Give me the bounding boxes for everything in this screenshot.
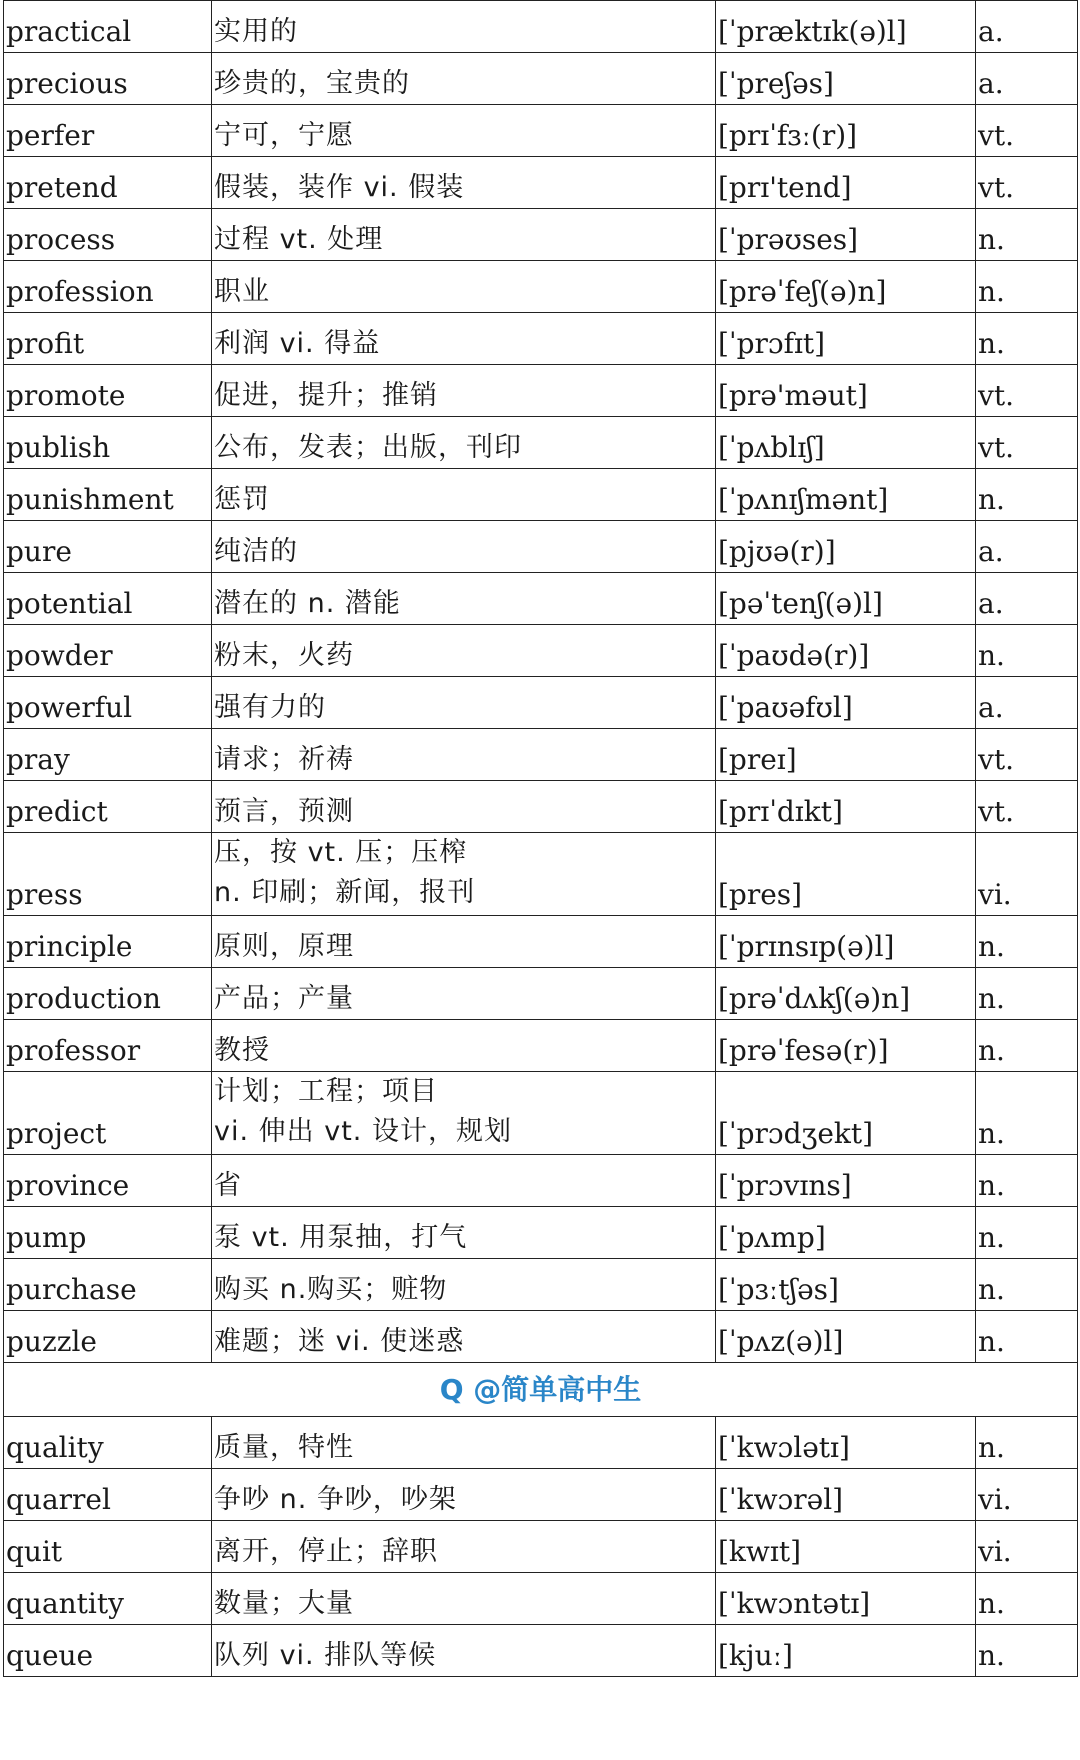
meaning-cell	[212, 1417, 716, 1469]
part-of-speech-cell: vt.	[976, 365, 1078, 417]
meaning-cell	[212, 1625, 716, 1677]
part-of-speech-cell: a.	[976, 521, 1078, 573]
meaning-cell	[212, 916, 716, 968]
vocab-row	[4, 469, 1078, 521]
meaning-line: 粉末，火药	[214, 640, 354, 671]
part-of-speech-cell: n.	[976, 916, 1078, 968]
meaning-cell	[212, 261, 716, 313]
word-cell: project	[4, 1072, 212, 1155]
phonetic-cell: [ˈprəʊses]	[716, 209, 976, 261]
word-cell: promote	[4, 365, 212, 417]
part-of-speech-cell: vi.	[976, 833, 1078, 916]
phonetic-cell: [prə'məut]	[716, 365, 976, 417]
word-cell: principle	[4, 916, 212, 968]
phonetic-cell: [kjuː]	[716, 1625, 976, 1677]
phonetic-cell: [pəˈtenʃ(ə)l]	[716, 573, 976, 625]
vocab-row	[4, 916, 1078, 968]
word-cell: perfer	[4, 105, 212, 157]
word-cell: pray	[4, 729, 212, 781]
meaning-line: vi. 伸出 vt. 设计，规划	[214, 1116, 512, 1147]
meaning-cell	[212, 209, 716, 261]
word-cell: quality	[4, 1417, 212, 1469]
meaning-line: 离开，停止；辞职	[214, 1536, 438, 1567]
part-of-speech-cell: vt.	[976, 105, 1078, 157]
word-cell: powerful	[4, 677, 212, 729]
word-cell: predict	[4, 781, 212, 833]
phonetic-cell: [prəˈdʌkʃ(ə)n]	[716, 968, 976, 1020]
part-of-speech-cell: n.	[976, 469, 1078, 521]
part-of-speech-cell: n.	[976, 1072, 1078, 1155]
phonetic-cell: [prəˈfesə(r)]	[716, 1020, 976, 1072]
vocab-row	[4, 1573, 1078, 1625]
word-cell: quit	[4, 1521, 212, 1573]
vocab-row	[4, 677, 1078, 729]
part-of-speech-cell: a.	[976, 1, 1078, 53]
meaning-line: 泵 vt. 用泵抽，打气	[214, 1222, 468, 1253]
word-cell: press	[4, 833, 212, 916]
meaning-line: 促进，提升；推销	[214, 380, 438, 411]
word-cell: publish	[4, 417, 212, 469]
meaning-line: 预言，预测	[214, 796, 354, 827]
vocab-row	[4, 1207, 1078, 1259]
phonetic-cell: [ˈprɔvɪns]	[716, 1155, 976, 1207]
meaning-cell	[212, 365, 716, 417]
watermark-cell	[4, 1363, 1078, 1417]
meaning-line: 宁可，宁愿	[214, 120, 354, 151]
vocab-row	[4, 1469, 1078, 1521]
word-cell: professor	[4, 1020, 212, 1072]
vocab-row	[4, 105, 1078, 157]
phonetic-cell: [ˈprɔfɪt]	[716, 313, 976, 365]
vocab-row	[4, 53, 1078, 105]
meaning-line: 利润 vi. 得益	[214, 328, 381, 359]
part-of-speech-cell: n.	[976, 313, 1078, 365]
phonetic-cell: [ˈpʌmp]	[716, 1207, 976, 1259]
meaning-line: 纯洁的	[214, 536, 298, 567]
meaning-cell	[212, 833, 716, 916]
word-cell: province	[4, 1155, 212, 1207]
word-cell: puzzle	[4, 1311, 212, 1363]
word-cell: profit	[4, 313, 212, 365]
meaning-cell	[212, 105, 716, 157]
part-of-speech-cell: n.	[976, 625, 1078, 677]
phonetic-cell: [ˈpɜːtʃəs]	[716, 1259, 976, 1311]
word-cell: quantity	[4, 1573, 212, 1625]
meaning-cell	[212, 1311, 716, 1363]
meaning-line: 数量；大量	[214, 1588, 354, 1619]
meaning-line: 公布，发表；出版，刊印	[214, 432, 522, 463]
word-cell: queue	[4, 1625, 212, 1677]
meaning-cell	[212, 968, 716, 1020]
vocab-row	[4, 1625, 1078, 1677]
meaning-cell	[212, 417, 716, 469]
meaning-cell	[212, 625, 716, 677]
phonetic-cell: [pres]	[716, 833, 976, 916]
meaning-line: 难题；迷 vi. 使迷惑	[214, 1326, 465, 1357]
vocab-row	[4, 1417, 1078, 1469]
meaning-line: 质量，特性	[214, 1432, 354, 1463]
vocab-row	[4, 1521, 1078, 1573]
vocab-row	[4, 521, 1078, 573]
word-cell: profession	[4, 261, 212, 313]
word-cell: process	[4, 209, 212, 261]
vocab-row	[4, 1259, 1078, 1311]
meaning-line: 原则，原理	[214, 931, 354, 962]
watermark-row	[4, 1363, 1078, 1417]
meaning-cell	[212, 521, 716, 573]
vocabulary-rows-p	[4, 1, 1078, 1363]
word-cell: production	[4, 968, 212, 1020]
meaning-cell	[212, 1155, 716, 1207]
vocab-row	[4, 625, 1078, 677]
part-of-speech-cell: n.	[976, 1573, 1078, 1625]
meaning-cell	[212, 1020, 716, 1072]
meaning-line: 压，按 vt. 压；压榨	[214, 837, 468, 868]
part-of-speech-cell: n.	[976, 1207, 1078, 1259]
meaning-line: 争吵 n. 争吵，吵架	[214, 1484, 457, 1515]
vocab-row	[4, 261, 1078, 313]
phonetic-cell: [ˈprɪnsɪp(ə)l]	[716, 916, 976, 968]
vocabulary-table	[3, 0, 1078, 1677]
part-of-speech-cell: vi.	[976, 1469, 1078, 1521]
word-cell: pump	[4, 1207, 212, 1259]
meaning-cell	[212, 677, 716, 729]
part-of-speech-cell: vt.	[976, 417, 1078, 469]
meaning-cell	[212, 1072, 716, 1155]
part-of-speech-cell: a.	[976, 573, 1078, 625]
phonetic-cell: [ˈpaʊdə(r)]	[716, 625, 976, 677]
part-of-speech-cell: a.	[976, 677, 1078, 729]
meaning-cell	[212, 729, 716, 781]
word-cell: pure	[4, 521, 212, 573]
part-of-speech-cell: n.	[976, 209, 1078, 261]
meaning-cell	[212, 781, 716, 833]
vocab-row	[4, 157, 1078, 209]
part-of-speech-cell: n.	[976, 1311, 1078, 1363]
meaning-line: 过程 vt. 处理	[214, 224, 384, 255]
meaning-cell	[212, 313, 716, 365]
meaning-line: 队列 vi. 排队等候	[214, 1640, 437, 1671]
phonetic-cell: [ˈprɔdʒekt]	[716, 1072, 976, 1155]
part-of-speech-cell: n.	[976, 261, 1078, 313]
part-of-speech-cell: a.	[976, 53, 1078, 105]
phonetic-cell: [kwɪt]	[716, 1521, 976, 1573]
phonetic-cell: [ˈkwɔrəl]	[716, 1469, 976, 1521]
meaning-line: 产品；产量	[214, 983, 354, 1014]
vocab-row	[4, 1155, 1078, 1207]
meaning-cell	[212, 157, 716, 209]
part-of-speech-cell: vt.	[976, 781, 1078, 833]
vocab-row	[4, 417, 1078, 469]
phonetic-cell: [ˈpaʊəfʊl]	[716, 677, 976, 729]
part-of-speech-cell: n.	[976, 1020, 1078, 1072]
vocab-row	[4, 365, 1078, 417]
vocab-row	[4, 729, 1078, 781]
phonetic-cell: [prəˈfeʃ(ə)n]	[716, 261, 976, 313]
meaning-line: 强有力的	[214, 692, 326, 723]
phonetic-cell: [prɪˈdɪkt]	[716, 781, 976, 833]
phonetic-cell: [preɪ]	[716, 729, 976, 781]
word-cell: punishment	[4, 469, 212, 521]
meaning-cell	[212, 573, 716, 625]
phonetic-cell: [ˈpʌz(ə)l]	[716, 1311, 976, 1363]
part-of-speech-cell: n.	[976, 1259, 1078, 1311]
vocab-row	[4, 1072, 1078, 1155]
vocab-row	[4, 833, 1078, 916]
word-cell: purchase	[4, 1259, 212, 1311]
meaning-line: 请求；祈祷	[214, 744, 354, 775]
watermark-section	[4, 1363, 1078, 1417]
phonetic-cell: [prɪˈfɜː(r)]	[716, 105, 976, 157]
phonetic-cell: [ˈpʌblɪʃ]	[716, 417, 976, 469]
word-cell: powder	[4, 625, 212, 677]
vocab-row	[4, 573, 1078, 625]
part-of-speech-cell: vt.	[976, 157, 1078, 209]
phonetic-cell: [ˈkwɔntətɪ]	[716, 1573, 976, 1625]
meaning-line: 计划；工程；项目	[214, 1076, 438, 1107]
word-cell: precious	[4, 53, 212, 105]
part-of-speech-cell: vt.	[976, 729, 1078, 781]
watermark-text: Q @简单高中生	[439, 1372, 642, 1406]
part-of-speech-cell: n.	[976, 1417, 1078, 1469]
meaning-cell	[212, 469, 716, 521]
vocab-row	[4, 1, 1078, 53]
vocab-row	[4, 1020, 1078, 1072]
vocab-row	[4, 209, 1078, 261]
part-of-speech-cell: n.	[976, 1625, 1078, 1677]
meaning-cell	[212, 1469, 716, 1521]
part-of-speech-cell: n.	[976, 1155, 1078, 1207]
word-cell: pretend	[4, 157, 212, 209]
phonetic-cell: [ˈpʌnɪʃmənt]	[716, 469, 976, 521]
vocabulary-rows-q	[4, 1417, 1078, 1677]
meaning-cell	[212, 53, 716, 105]
phonetic-cell: [pjʊə(r)]	[716, 521, 976, 573]
meaning-line: 实用的	[214, 16, 298, 47]
meaning-line: n. 印刷；新闻，报刊	[214, 877, 476, 908]
meaning-cell	[212, 1573, 716, 1625]
meaning-cell	[212, 1521, 716, 1573]
meaning-line: 假装，装作 vi. 假装	[214, 172, 465, 203]
meaning-line: 惩罚	[214, 484, 270, 515]
phonetic-cell: [prɪ'tend]	[716, 157, 976, 209]
word-cell: potential	[4, 573, 212, 625]
meaning-cell	[212, 1207, 716, 1259]
phonetic-cell: [ˈpreʃəs]	[716, 53, 976, 105]
meaning-line: 职业	[214, 276, 270, 307]
meaning-cell	[212, 1, 716, 53]
meaning-line: 潜在的 n. 潜能	[214, 588, 401, 619]
vocab-row	[4, 781, 1078, 833]
part-of-speech-cell: vi.	[976, 1521, 1078, 1573]
vocab-row	[4, 313, 1078, 365]
vocab-row	[4, 1311, 1078, 1363]
meaning-line: 购买 n.购买；赃物	[214, 1274, 448, 1305]
vocab-row	[4, 968, 1078, 1020]
meaning-cell	[212, 1259, 716, 1311]
meaning-line: 珍贵的，宝贵的	[214, 68, 410, 99]
meaning-line: 教授	[214, 1035, 270, 1066]
word-cell: quarrel	[4, 1469, 212, 1521]
meaning-line: 省	[214, 1170, 242, 1201]
phonetic-cell: [ˈkwɔlətɪ]	[716, 1417, 976, 1469]
part-of-speech-cell: n.	[976, 968, 1078, 1020]
phonetic-cell: [ˈpræktɪk(ə)l]	[716, 1, 976, 53]
word-cell: practical	[4, 1, 212, 53]
